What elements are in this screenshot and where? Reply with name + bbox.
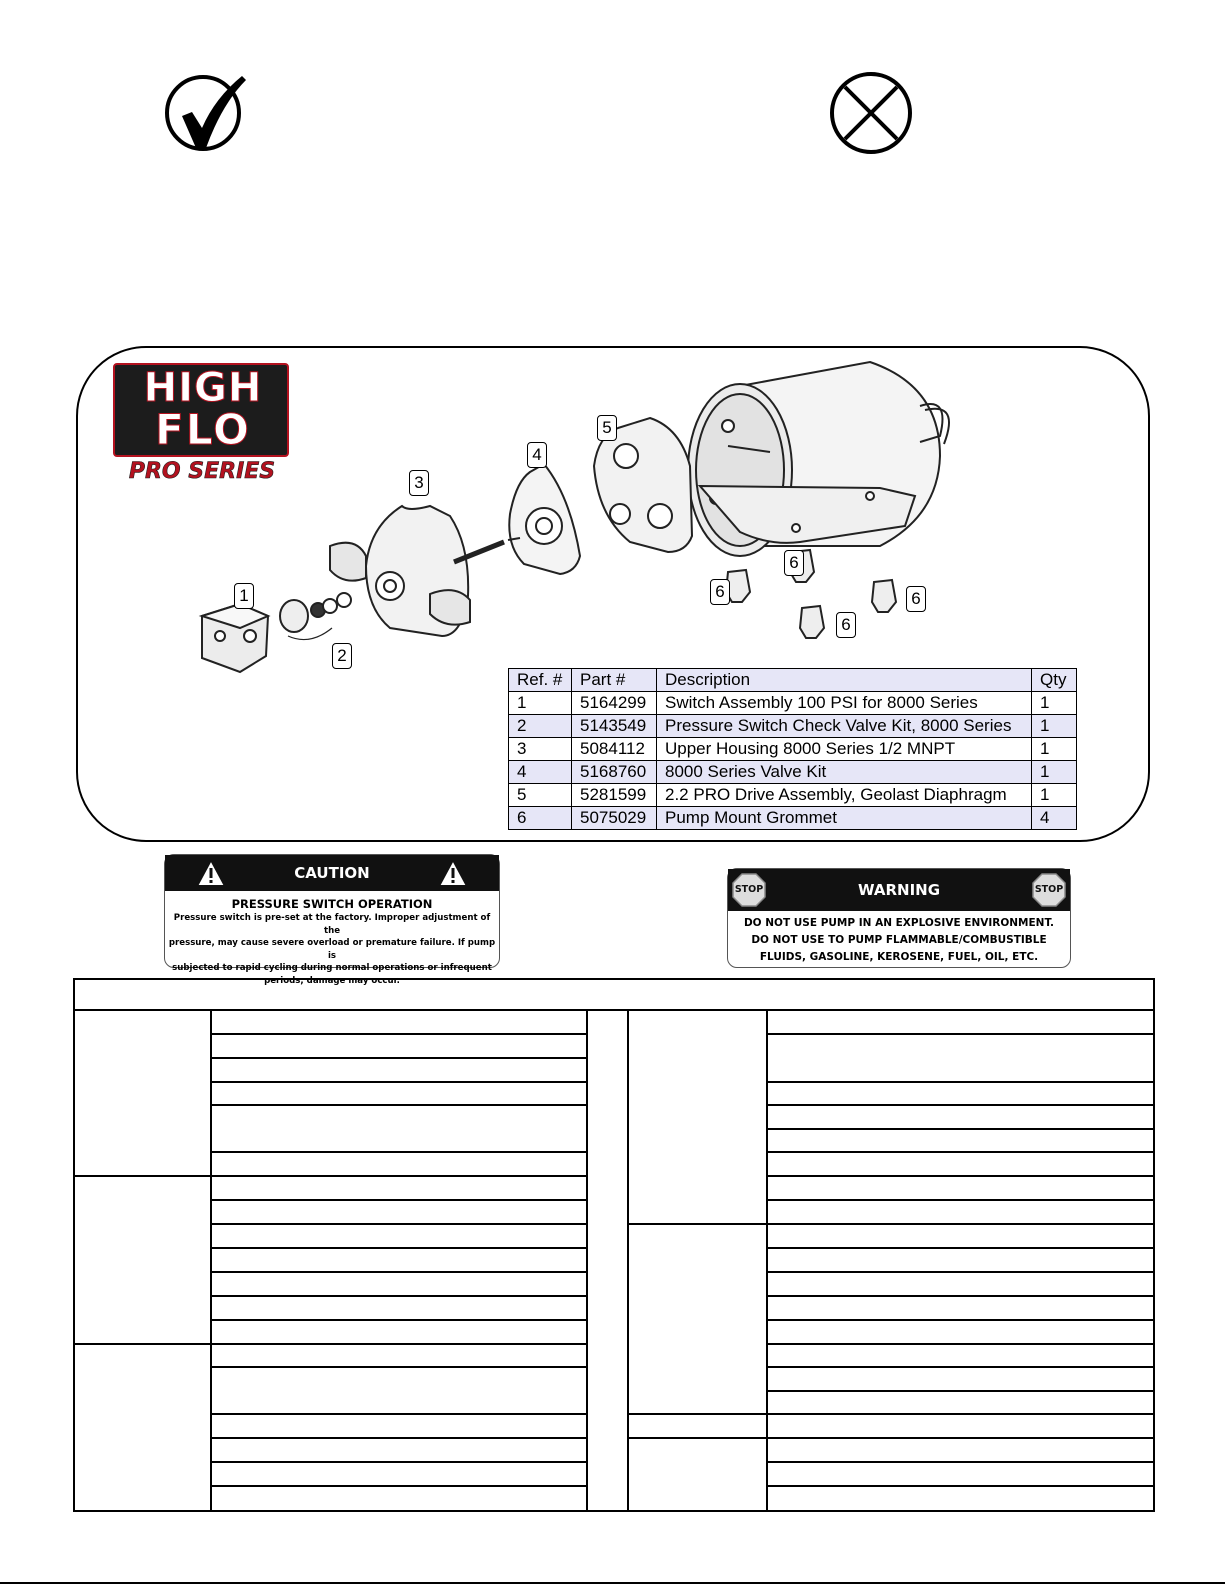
stop-label: STOP	[734, 884, 764, 895]
table-row	[509, 761, 1077, 784]
grid-line	[210, 1081, 586, 1083]
cell-ref: 4	[509, 761, 572, 784]
cell-part: 5084112	[572, 738, 657, 761]
grid-line	[766, 1343, 1153, 1345]
grid-line	[210, 1461, 586, 1463]
logo-line-high: HIGH	[143, 365, 263, 411]
col-qty: Qty	[1032, 669, 1077, 692]
grid-line	[627, 1413, 766, 1415]
grid-line	[210, 1057, 586, 1059]
table-row	[509, 784, 1077, 807]
warning-triangle-icon	[195, 858, 227, 888]
cell-ref: 6	[509, 807, 572, 830]
callout-6a: 6	[784, 550, 804, 576]
grid-line	[210, 1247, 586, 1249]
grid-line	[766, 1104, 1153, 1106]
grid-line	[766, 1319, 1153, 1321]
cell-description: 2.2 PRO Drive Assembly, Geolast Diaphragm	[657, 784, 1032, 807]
grid-line	[586, 1009, 588, 1512]
caution-body	[165, 891, 499, 987]
warning-header	[728, 869, 1070, 911]
cell-qty: 4	[1032, 807, 1077, 830]
grid-line	[210, 1319, 586, 1321]
cell-qty: 1	[1032, 715, 1077, 738]
warning-triangle-icon	[437, 858, 469, 888]
grid-line	[210, 1033, 586, 1035]
grid-line	[210, 1485, 586, 1487]
caution-line: Pressure switch is pre-set at the factory. Improper adjustment of the	[173, 913, 491, 936]
cell-ref: 1	[509, 692, 572, 715]
grid-line	[73, 1009, 1155, 1011]
table-row	[509, 692, 1077, 715]
grid-line	[210, 1343, 586, 1345]
grid-line	[766, 1151, 1153, 1153]
cell-qty: 1	[1032, 784, 1077, 807]
cell-description: 8000 Series Valve Kit	[657, 761, 1032, 784]
table-row	[509, 807, 1077, 830]
callout-6c: 6	[906, 586, 926, 612]
grid-line	[766, 1247, 1153, 1249]
grid-line	[210, 1366, 586, 1368]
x-circle-icon	[828, 70, 914, 156]
cell-part: 5168760	[572, 761, 657, 784]
grid-line	[766, 1366, 1153, 1368]
grid-line	[627, 1437, 766, 1439]
grid-line	[766, 1485, 1153, 1487]
grid-line	[210, 1295, 586, 1297]
cell-qty: 1	[1032, 761, 1077, 784]
check-circle-icon	[160, 68, 250, 158]
stop-label: STOP	[1034, 884, 1064, 895]
grid-line	[210, 1271, 586, 1273]
grid-line	[210, 1413, 586, 1415]
cell-part: 5143549	[572, 715, 657, 738]
cell-description: Upper Housing 8000 Series 1/2 MNPT	[657, 738, 1032, 761]
grid-line	[73, 1175, 210, 1177]
grid-line	[766, 1437, 1153, 1439]
table-row	[509, 715, 1077, 738]
grid-line	[766, 1390, 1153, 1392]
caution-line: periods, damage may occur.	[264, 975, 400, 986]
table-row	[509, 738, 1077, 761]
caution-title: PRESSURE SWITCH OPERATION	[231, 897, 433, 911]
callout-6d: 6	[836, 612, 856, 638]
grid-line	[210, 1437, 586, 1439]
cell-part: 5075029	[572, 807, 657, 830]
logo-pro-series: PRO SERIES	[128, 459, 276, 484]
grid-line	[766, 1271, 1153, 1273]
warning-line: DO NOT USE TO PUMP FLAMMABLE/COMBUSTIBLE	[751, 934, 1047, 946]
grid-line	[210, 1151, 586, 1153]
warning-line: DO NOT USE PUMP IN AN EXPLOSIVE ENVIRONMENT.	[743, 917, 1055, 929]
logo-line-flo: FLO	[155, 405, 251, 454]
warning-header-text: WARNING	[857, 881, 941, 899]
cell-description: Pump Mount Grommet	[657, 807, 1032, 830]
grid-line	[766, 1199, 1153, 1201]
grid-line	[627, 1223, 766, 1225]
cell-qty: 1	[1032, 692, 1077, 715]
grid-line	[766, 1033, 1153, 1035]
grid-line	[766, 1175, 1153, 1177]
cell-ref: 3	[509, 738, 572, 761]
cell-ref: 5	[509, 784, 572, 807]
grid-line	[766, 1413, 1153, 1415]
caution-line: pressure, may cause severe overload or premature failure. If pump is	[168, 938, 496, 961]
grid-line	[210, 1175, 586, 1177]
callout-4: 4	[527, 442, 547, 468]
callout-2: 2	[332, 643, 352, 669]
caution-header	[165, 855, 499, 891]
caution-sign	[164, 854, 500, 986]
grid-line	[766, 1081, 1153, 1083]
grid-line	[73, 1343, 210, 1345]
parts-table-header	[509, 669, 1077, 692]
cell-qty: 1	[1032, 738, 1077, 761]
grid-line	[210, 1104, 586, 1106]
bottom-rule	[0, 1582, 1225, 1584]
callout-6b: 6	[710, 579, 730, 605]
grid-line	[210, 1199, 586, 1201]
grid-line	[766, 1128, 1153, 1130]
callout-1: 1	[234, 583, 254, 609]
caution-line: subjected to rapid cycling during normal operations or infrequent	[172, 963, 492, 973]
col-part: Part #	[572, 669, 657, 692]
cell-ref: 2	[509, 715, 572, 738]
warning-sign	[727, 868, 1071, 968]
cell-description: Pressure Switch Check Valve Kit, 8000 Series	[657, 715, 1032, 738]
callout-3: 3	[409, 470, 429, 496]
caution-header-text: CAUTION	[294, 864, 370, 882]
grid-line	[766, 1461, 1153, 1463]
parts-table	[508, 668, 1077, 830]
grid-line	[210, 1223, 586, 1225]
warning-body	[728, 911, 1070, 966]
cell-part: 5164299	[572, 692, 657, 715]
cell-description: Switch Assembly 100 PSI for 8000 Series	[657, 692, 1032, 715]
warning-line: FLUIDS, GASOLINE, KEROSENE, FUEL, OIL, ETC.	[759, 951, 1039, 963]
callout-5: 5	[597, 415, 617, 441]
pump-exploded-diagram	[180, 346, 980, 686]
grid-line	[766, 1295, 1153, 1297]
col-ref: Ref. #	[509, 669, 572, 692]
grid-line	[766, 1223, 1153, 1225]
col-description: Description	[657, 669, 1032, 692]
cell-part: 5281599	[572, 784, 657, 807]
